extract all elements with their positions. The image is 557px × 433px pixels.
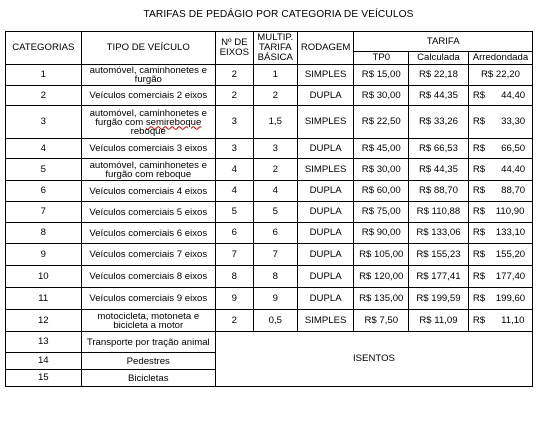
cell-tipo-part: reboque	[130, 125, 166, 137]
cell-categoria: 2	[6, 86, 82, 106]
cell-rodagem: DUPLA	[297, 288, 354, 310]
cell-rodagem: SIMPLES	[297, 310, 354, 332]
cell-multip: 0,5	[253, 310, 297, 332]
cell-eixos: 8	[215, 266, 253, 288]
cell-eixos: 5	[215, 202, 253, 223]
cell-calculada: R$ 11,09	[409, 310, 469, 332]
cell-categoria: 10	[6, 266, 82, 288]
header-tp0: TP0	[354, 52, 409, 65]
cell-arredondada: R$ 22,20	[468, 65, 532, 86]
cell-tp0: R$ 30,00	[354, 86, 409, 106]
table-row	[6, 86, 533, 106]
cell-tipo: automóvel, caminhonetes e furgão com reboque	[81, 159, 215, 181]
spellcheck-word: semireboque	[145, 116, 202, 128]
cell-tp0: R$ 105,00	[354, 244, 409, 266]
cell-calculada: R$ 66,53	[409, 139, 469, 159]
cell-calculada: R$ 88,70	[409, 181, 469, 202]
cell-tp0: R$ 75,00	[354, 202, 409, 223]
cell-calculada: R$ 155,23	[409, 244, 469, 266]
cell-eixos: 4	[215, 181, 253, 202]
cell-eixos: 2	[215, 310, 253, 332]
cell-tipo: automóvel, caminhonetes e furgão	[81, 65, 215, 86]
cell-categoria: 13	[6, 332, 82, 353]
cell-rodagem: DUPLA	[297, 202, 354, 223]
cell-tp0: R$ 22,50	[354, 106, 409, 139]
cell-arredondada: R$ 110,90	[468, 202, 532, 223]
cell-tp0: R$ 15,00	[354, 65, 409, 86]
toll-table	[5, 31, 533, 387]
cell-categoria: 1	[6, 65, 82, 86]
cell-multip: 9	[253, 288, 297, 310]
cell-rodagem: SIMPLES	[297, 65, 354, 86]
header-multip: MULTIP. TARIFA BÁSICA	[253, 32, 297, 65]
cell-arredondada: R$ 44,40	[468, 159, 532, 181]
cell-arredondada: R$ 44,40	[468, 86, 532, 106]
cell-categoria: 14	[6, 353, 82, 370]
cell-calculada: R$ 199,59	[409, 288, 469, 310]
cell-eixos: 2	[215, 65, 253, 86]
cell-tipo: Veículos comerciais 5 eixos	[81, 202, 215, 223]
table-row	[6, 181, 533, 202]
table-row	[6, 106, 533, 139]
cell-tipo: Veículos comerciais 6 eixos	[81, 223, 215, 244]
table-row	[6, 310, 533, 332]
cell-rodagem: DUPLA	[297, 266, 354, 288]
cell-calculada: R$ 22,18	[409, 65, 469, 86]
cell-eixos: 3	[215, 106, 253, 139]
cell-tipo	[81, 106, 215, 139]
cell-rodagem: DUPLA	[297, 181, 354, 202]
cell-eixos: 9	[215, 288, 253, 310]
header-categorias: CATEGORIAS	[6, 32, 82, 65]
cell-calculada: R$ 133,06	[409, 223, 469, 244]
cell-multip: 3	[253, 139, 297, 159]
cell-arredondada: R$ 66,50	[468, 139, 532, 159]
table-row	[6, 159, 533, 181]
table-row	[6, 139, 533, 159]
cell-multip: 6	[253, 223, 297, 244]
cell-arredondada: R$ 155,20	[468, 244, 532, 266]
cell-categoria: 15	[6, 370, 82, 387]
cell-tp0: R$ 135,00	[354, 288, 409, 310]
cell-tipo-part: automóvel, caminhonetes e furgão com	[89, 107, 207, 128]
cell-multip: 2	[253, 159, 297, 181]
header-tarifa: TARIFA	[354, 32, 533, 52]
table-row	[6, 266, 533, 288]
header-rodagem: RODAGEM	[297, 32, 354, 65]
cell-arredondada: R$ 133,10	[468, 223, 532, 244]
cell-rodagem: DUPLA	[297, 86, 354, 106]
cell-calculada: R$ 33,26	[409, 106, 469, 139]
cell-tipo: Veículos comerciais 7 eixos	[81, 244, 215, 266]
cell-multip: 7	[253, 244, 297, 266]
cell-categoria: 6	[6, 181, 82, 202]
cell-tipo: Veículos comerciais 9 eixos	[81, 288, 215, 310]
cell-tp0: R$ 45,00	[354, 139, 409, 159]
cell-eixos: 6	[215, 223, 253, 244]
cell-categoria: 3	[6, 106, 82, 139]
cell-tp0: R$ 90,00	[354, 223, 409, 244]
cell-eixos: 7	[215, 244, 253, 266]
cell-tipo: motocicleta, motoneta e bicicleta a motor	[81, 310, 215, 332]
cell-tp0: R$ 30,00	[354, 159, 409, 181]
cell-arredondada: R$ 88,70	[468, 181, 532, 202]
cell-arredondada: R$ 11,10	[468, 310, 532, 332]
cell-calculada: R$ 44,35	[409, 159, 469, 181]
cell-tp0: R$ 7,50	[354, 310, 409, 332]
cell-arredondada: R$ 177,40	[468, 266, 532, 288]
table-row	[6, 223, 533, 244]
cell-tipo: Veículos comerciais 2 eixos	[81, 86, 215, 106]
cell-multip: 2	[253, 86, 297, 106]
cell-rodagem: DUPLA	[297, 139, 354, 159]
cell-tipo: Veículos comerciais 4 eixos	[81, 181, 215, 202]
cell-categoria: 9	[6, 244, 82, 266]
cell-rodagem: SIMPLES	[297, 106, 354, 139]
cell-categoria: 11	[6, 288, 82, 310]
cell-tp0: R$ 60,00	[354, 181, 409, 202]
header-arredondada: Arredondada	[468, 52, 532, 65]
table-row	[6, 65, 533, 86]
header-eixos: Nº DE EIXOS	[215, 32, 253, 65]
table-row	[6, 332, 533, 353]
cell-rodagem: SIMPLES	[297, 159, 354, 181]
cell-categoria: 5	[6, 159, 82, 181]
cell-eixos: 2	[215, 86, 253, 106]
cell-rodagem: DUPLA	[297, 244, 354, 266]
cell-rodagem: DUPLA	[297, 223, 354, 244]
cell-tipo: Veículos comerciais 8 eixos	[81, 266, 215, 288]
cell-arredondada: R$ 199,60	[468, 288, 532, 310]
header-tipo: TIPO DE VEÍCULO	[81, 32, 215, 65]
cell-eixos: 3	[215, 139, 253, 159]
cell-calculada: R$ 177,41	[409, 266, 469, 288]
isentos-cell: ISENTOS	[215, 332, 532, 387]
table-row	[6, 288, 533, 310]
cell-categoria: 7	[6, 202, 82, 223]
cell-multip: 5	[253, 202, 297, 223]
table-row	[6, 244, 533, 266]
cell-multip: 1,5	[253, 106, 297, 139]
cell-calculada: R$ 44,35	[409, 86, 469, 106]
cell-multip: 8	[253, 266, 297, 288]
cell-arredondada: R$ 33,30	[468, 106, 532, 139]
header-calculada: Calculada	[409, 52, 469, 65]
cell-calculada: R$ 110,88	[409, 202, 469, 223]
cell-categoria: 12	[6, 310, 82, 332]
cell-tipo: Bicicletas	[81, 370, 215, 387]
cell-tipo: Pedestres	[81, 353, 215, 370]
cell-tp0: R$ 120,00	[354, 266, 409, 288]
cell-eixos: 4	[215, 159, 253, 181]
cell-categoria: 4	[6, 139, 82, 159]
table-row	[6, 202, 533, 223]
page-title: TARIFAS DE PEDÁGIO POR CATEGORIA DE VEÍCULOS	[143, 9, 414, 20]
cell-tipo: Veículos comerciais 3 eixos	[81, 139, 215, 159]
cell-multip: 1	[253, 65, 297, 86]
cell-multip: 4	[253, 181, 297, 202]
cell-tipo: Transporte por tração animal	[81, 332, 215, 353]
cell-categoria: 8	[6, 223, 82, 244]
